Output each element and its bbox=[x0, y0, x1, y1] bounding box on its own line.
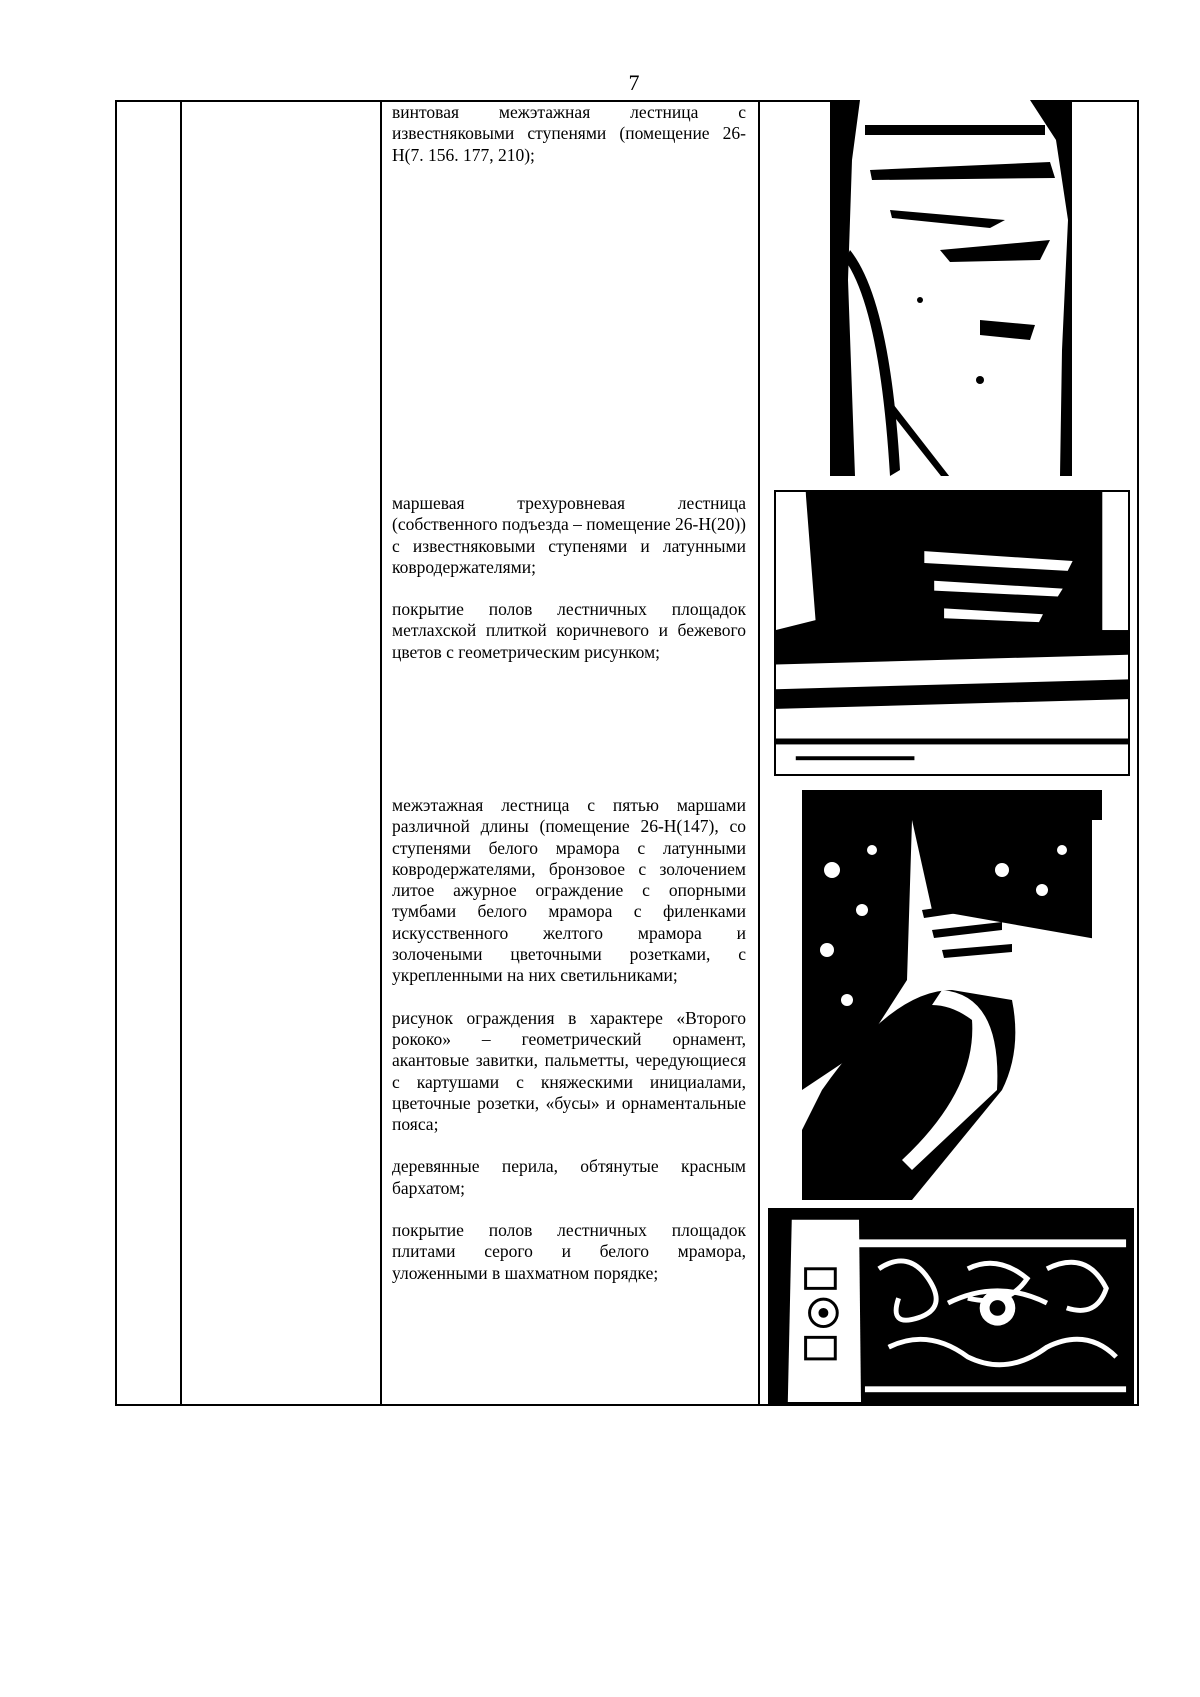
paragraph-marble-floor: покрытие полов лестничных площадок плитами серого и белого мрамора, уложенными в шахматном порядке; bbox=[392, 1220, 746, 1283]
three-level-staircase-photo bbox=[774, 490, 1130, 776]
spiral-staircase-photo bbox=[830, 100, 1072, 476]
page-number: 7 bbox=[628, 70, 640, 95]
text-marble-staircase bbox=[392, 795, 746, 1284]
column-divider-2 bbox=[380, 102, 382, 1404]
paragraph-wooden-handrail: деревянные перила, обтянутые красным бархатом; bbox=[392, 1156, 746, 1198]
marble-staircase-photo bbox=[802, 790, 1102, 1200]
paragraph-marble-staircase: межэтажная лестница с пятью маршами различной длины (помещение 26-Н(147), со ступенями белого мрамора с латунными ковродержателями, бронзовое с золочением литое ажурное ограждение с опорными тумбами белого мрамора с филенками искусственного желтого мрамора и золочеными цветочными розетками, с укрепленными на них светильниками; bbox=[392, 795, 746, 986]
ornamental-railing-photo bbox=[768, 1208, 1134, 1404]
text-three-level-staircase bbox=[392, 493, 746, 663]
column-divider-1 bbox=[180, 102, 182, 1404]
column-divider-3 bbox=[758, 102, 760, 1404]
paragraph-rococo-railing: рисунок ограждения в характере «Второго рококо» – геометрический орнамент, акантовые завитки, пальметты, чередующиеся с картушами с княжескими инициалами, цветочные розетки, «бусы» и орнаментальные пояса; bbox=[392, 1007, 746, 1135]
paragraph-three-level-staircase: маршевая трехуровневая лестница (собственного подъезда – помещение 26-Н(20)) с известняковыми ступенями и латунными ковродержателями; bbox=[392, 493, 746, 577]
paragraph-spiral-staircase: винтовая межэтажная лестница с известняковыми ступенями (помещение 26-Н(7. 156. 177, 210); bbox=[392, 102, 746, 165]
paragraph-metlakh-tiles: покрытие полов лестничных площадок метлахской плиткой коричневого и бежевого цветов с геометрическим рисунком; bbox=[392, 599, 746, 662]
text-spiral-staircase bbox=[392, 102, 746, 166]
